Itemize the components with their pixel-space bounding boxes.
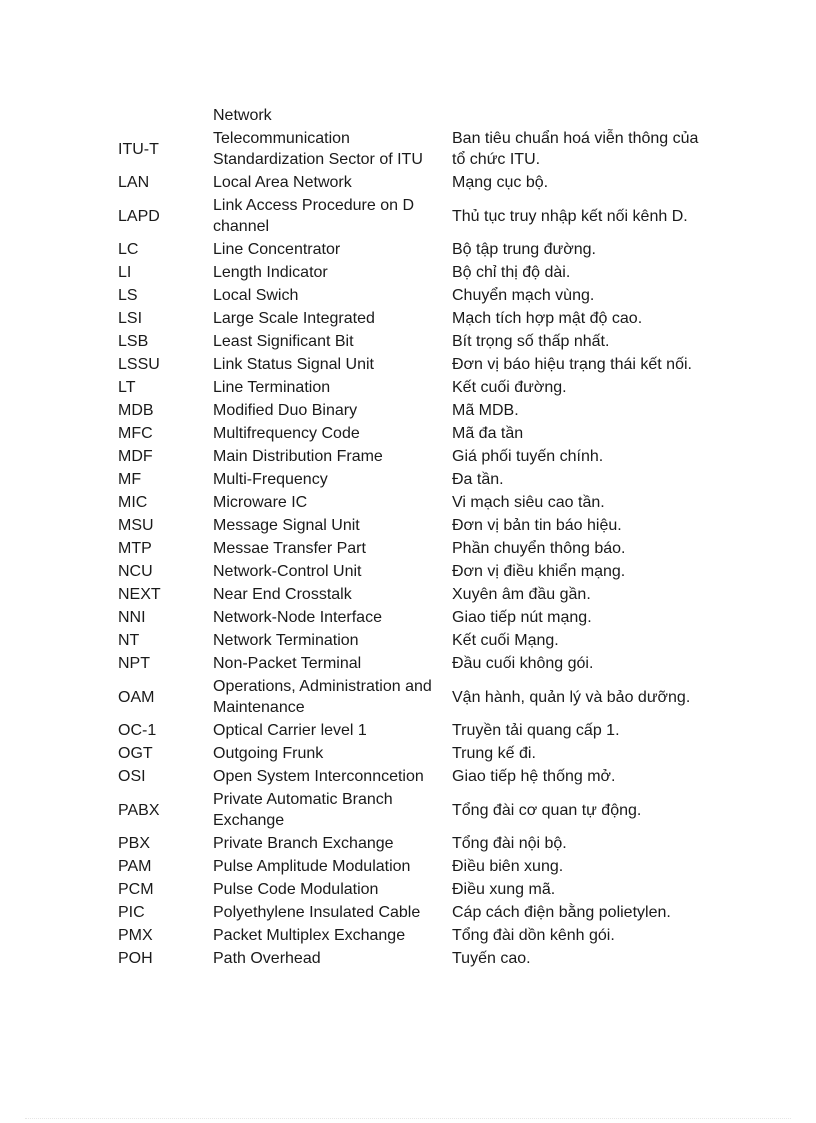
full-name-cell: Optical Carrier level 1 [213,722,367,739]
full-name-cell: Operations, Administration and Maintenance [213,678,432,716]
full-name-cell: Telecommunication Standardization Sector of ITU [213,130,423,168]
vietnamese-meaning-cell: Đa tần. [452,471,504,488]
full-name-cell: Outgoing Frunk [213,745,324,762]
abbreviation-cell: MTP [118,540,152,557]
vietnamese-meaning-cell: Bộ tập trung đường. [452,241,596,258]
full-name-cell: Polyethylene Insulated Cable [213,904,421,921]
abbreviation-cell: PBX [118,835,151,852]
full-name-cell: Length Indicator [213,264,328,281]
full-name-cell: Non-Packet Terminal [213,655,362,672]
vietnamese-meaning-cell: Đơn vị báo hiệu trạng thái kết nối. [452,356,692,373]
abbreviation-cell: ITU-T [118,140,159,158]
table-row [111,171,701,194]
vietnamese-meaning-cell: Giá phối tuyến chính. [452,448,604,465]
full-name-cell: Network [213,107,272,124]
vietnamese-meaning-cell: Trung kế đi. [452,745,536,762]
table-row [111,194,701,238]
abbreviation-cell: OSI [118,768,146,785]
vietnamese-meaning-cell: Kết cuối đường. [452,379,567,396]
full-name-cell: Line Termination [213,379,331,396]
full-name-cell: Pulse Amplitude Modulation [213,858,411,875]
abbreviation-table-body [111,104,701,970]
vietnamese-meaning-cell [452,104,701,127]
table-row [111,353,701,376]
vietnamese-meaning-cell: Tổng đài dồn kênh gói. [452,927,615,944]
abbreviation-cell: LSB [118,333,149,350]
full-name-cell: Message Signal Unit [213,517,360,534]
table-row [111,629,701,652]
full-name-cell: Near End Crosstalk [213,586,352,603]
full-name-cell: Local Area Network [213,174,352,191]
vietnamese-meaning-cell: Chuyển mạch vùng. [452,287,595,304]
vietnamese-meaning-cell: Kết cuối Mạng. [452,632,559,649]
abbreviation-cell: OC-1 [118,722,157,739]
abbreviation-cell: OAM [118,688,155,706]
table-row [111,238,701,261]
full-name-cell: Network Termination [213,632,359,649]
full-name-cell: Microware IC [213,494,308,511]
table-row [111,399,701,422]
table-row [111,330,701,353]
table-row [111,924,701,947]
table-row [111,127,701,171]
vietnamese-meaning-cell: Vận hành, quản lý và bảo dưỡng. [452,688,691,706]
abbreviation-cell: LSSU [118,356,160,373]
table-row [111,606,701,629]
full-name-cell: Main Distribution Frame [213,448,383,465]
table-row [111,468,701,491]
table-row [111,719,701,742]
full-name-cell: Modified Duo Binary [213,402,358,419]
vietnamese-meaning-cell: Cáp cách điện bằng polietylen. [452,904,671,921]
abbreviation-table [111,104,701,970]
abbreviation-cell: MSU [118,517,154,534]
table-row [111,947,701,970]
full-name-cell: Open System Interconncetion [213,768,424,785]
table-row [111,261,701,284]
table-row [111,901,701,924]
table-row [111,422,701,445]
table-row [111,445,701,468]
table-row [111,104,701,127]
abbreviation-cell: LS [118,287,138,304]
abbreviation-cell: POH [118,950,153,967]
full-name-cell: Link Access Procedure on D channel [213,197,414,235]
full-name-cell: Least Significant Bit [213,333,354,350]
full-name-cell: Network-Control Unit [213,563,362,580]
table-row [111,284,701,307]
vietnamese-meaning-cell: Tổng đài nội bộ. [452,835,567,852]
table-row [111,878,701,901]
vietnamese-meaning-cell: Mã đa tần [452,425,524,442]
vietnamese-meaning-cell: Đơn vị bản tin báo hiệu. [452,517,622,534]
vietnamese-meaning-cell: Mã MDB. [452,402,519,419]
abbreviation-cell: LAN [118,174,150,191]
full-name-cell: Large Scale Integrated [213,310,375,327]
abbreviation-cell: LC [118,241,139,258]
full-name-cell: Link Status Signal Unit [213,356,374,373]
table-row [111,491,701,514]
vietnamese-meaning-cell: Vi mạch siêu cao tần. [452,494,605,511]
full-name-cell: Private Branch Exchange [213,835,394,852]
abbreviation-cell: LSI [118,310,143,327]
page-bottom-rule [25,1118,791,1119]
abbreviation-cell: NPT [118,655,150,672]
abbreviation-cell: LT [118,379,136,396]
table-row [111,832,701,855]
abbreviation-cell: PIC [118,904,145,921]
full-name-cell: Multifrequency Code [213,425,360,442]
vietnamese-meaning-cell: Bộ chỉ thị độ dài. [452,264,571,281]
vietnamese-meaning-cell: Thủ tục truy nhập kết nối kênh D. [452,207,688,225]
vietnamese-meaning-cell: Điều xung mã. [452,881,556,898]
vietnamese-meaning-cell: Giao tiếp nút mạng. [452,609,592,626]
full-name-cell: Private Automatic Branch Exchange [213,791,393,829]
table-row [111,675,701,719]
full-name-cell: Pulse Code Modulation [213,881,379,898]
vietnamese-meaning-cell: Đầu cuối không gói. [452,655,594,672]
abbreviation-cell: MF [118,471,142,488]
table-row [111,855,701,878]
vietnamese-meaning-cell: Đơn vị điều khiển mạng. [452,563,626,580]
table-row [111,765,701,788]
vietnamese-meaning-cell: Mạch tích hợp mật độ cao. [452,310,643,327]
full-name-cell: Path Overhead [213,950,321,967]
vietnamese-meaning-cell: Xuyên âm đầu gần. [452,586,591,603]
full-name-cell: Packet Multiplex Exchange [213,927,406,944]
table-row [111,514,701,537]
table-row [111,742,701,765]
abbreviation-cell: MDF [118,448,153,465]
abbreviation-cell: PABX [118,801,160,819]
vietnamese-meaning-cell: Ban tiêu chuẩn hoá viễn thông của tổ chức ITU. [452,130,699,168]
abbreviation-cell: OGT [118,745,153,762]
table-row [111,788,701,832]
abbreviation-cell: NNI [118,609,146,626]
abbreviation-cell: PAM [118,858,152,875]
full-name-cell: Multi-Frequency [213,471,328,488]
abbreviation-cell: LI [118,264,132,281]
vietnamese-meaning-cell: Tổng đài cơ quan tự động. [452,801,642,819]
table-row [111,652,701,675]
vietnamese-meaning-cell: Phần chuyển thông báo. [452,540,626,557]
abbreviation-cell [111,104,213,127]
vietnamese-meaning-cell: Bít trọng số thấp nhất. [452,333,610,350]
vietnamese-meaning-cell: Điều biên xung. [452,858,564,875]
vietnamese-meaning-cell: Giao tiếp hệ thống mở. [452,768,616,785]
vietnamese-meaning-cell: Truyền tải quang cấp 1. [452,722,620,739]
abbreviation-cell: PMX [118,927,153,944]
abbreviation-cell: MDB [118,402,154,419]
table-row [111,537,701,560]
abbreviation-cell: NT [118,632,140,649]
abbreviation-cell: NCU [118,563,153,580]
abbreviation-cell: PCM [118,881,154,898]
vietnamese-meaning-cell: Tuyến cao. [452,950,531,967]
vietnamese-meaning-cell: Mạng cục bộ. [452,174,549,191]
abbreviation-cell: LAPD [118,207,160,225]
table-row [111,307,701,330]
full-name-cell: Messae Transfer Part [213,540,366,557]
full-name-cell: Network-Node Interface [213,609,382,626]
full-name-cell: Local Swich [213,287,299,304]
abbreviation-cell: MIC [118,494,148,511]
table-row [111,560,701,583]
full-name-cell: Line Concentrator [213,241,341,258]
table-row [111,376,701,399]
abbreviation-cell: MFC [118,425,153,442]
table-row [111,583,701,606]
abbreviation-cell: NEXT [118,586,161,603]
